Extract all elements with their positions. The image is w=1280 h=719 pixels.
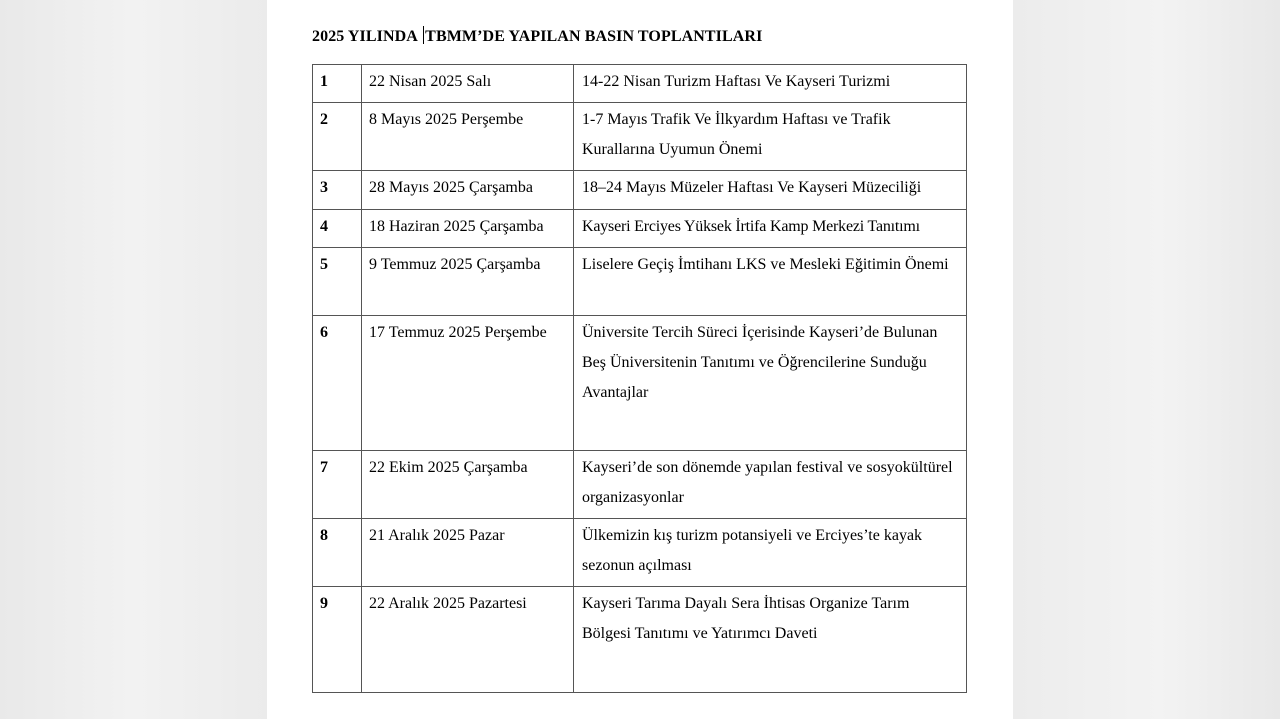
table-row <box>313 65 967 103</box>
press-meetings-table <box>312 64 967 693</box>
title-part-1: 2025 YILINDA <box>312 28 422 45</box>
row-number: 8 <box>313 519 362 587</box>
row-topic: 18–24 Mayıs Müzeler Haftası Ve Kayseri Müzeciliği <box>574 171 967 210</box>
table-row <box>313 316 967 451</box>
row-date: 21 Aralık 2025 Pazar <box>362 519 574 587</box>
row-date: 22 Nisan 2025 Salı <box>362 65 574 103</box>
row-number: 2 <box>313 103 362 171</box>
row-topic: Ülkemizin kış turizm potansiyeli ve Erciyes’te kayak sezonun açılması <box>574 519 967 587</box>
title-part-2: TBMM’DE YAPILAN BASIN TOPLANTILARI <box>425 28 763 45</box>
row-number: 3 <box>313 171 362 210</box>
row-date: 18 Haziran 2025 Çarşamba <box>362 210 574 248</box>
table-row <box>313 103 967 171</box>
row-topic: Liselere Geçiş İmtihanı LKS ve Mesleki Eğitimin Önemi <box>574 248 967 316</box>
row-topic: Kayseri Erciyes Yüksek İrtifa Kamp Merkezi Tanıtımı <box>574 210 967 248</box>
row-topic: Üniversite Tercih Süreci İçerisinde Kayseri’de Bulunan Beş Üniversitenin Tanıtımı ve Öğrencilerine Sunduğu Avantajlar <box>574 316 967 451</box>
table-row <box>313 210 967 248</box>
table-row <box>313 519 967 587</box>
document-page <box>267 0 1013 719</box>
row-number: 6 <box>313 316 362 451</box>
row-number: 7 <box>313 451 362 519</box>
row-date: 8 Mayıs 2025 Perşembe <box>362 103 574 171</box>
row-number: 4 <box>313 210 362 248</box>
row-date: 22 Aralık 2025 Pazartesi <box>362 587 574 693</box>
row-date: 22 Ekim 2025 Çarşamba <box>362 451 574 519</box>
row-number: 5 <box>313 248 362 316</box>
table-row <box>313 248 967 316</box>
row-date: 9 Temmuz 2025 Çarşamba <box>362 248 574 316</box>
row-topic: Kayseri Tarıma Dayalı Sera İhtisas Organize Tarım Bölgesi Tanıtımı ve Yatırımcı Daveti <box>574 587 967 693</box>
background-right <box>1013 0 1280 719</box>
row-number: 9 <box>313 587 362 693</box>
document-title <box>312 26 762 46</box>
table-row <box>313 451 967 519</box>
row-topic: Kayseri’de son dönemde yapılan festival ve sosyokültürel organizasyonlar <box>574 451 967 519</box>
row-topic: 14-22 Nisan Turizm Haftası Ve Kayseri Turizmi <box>574 65 967 103</box>
row-date: 28 Mayıs 2025 Çarşamba <box>362 171 574 210</box>
row-date: 17 Temmuz 2025 Perşembe <box>362 316 574 451</box>
row-number: 1 <box>313 65 362 103</box>
row-topic: 1-7 Mayıs Trafik Ve İlkyardım Haftası ve Trafik Kurallarına Uyumun Önemi <box>574 103 967 171</box>
background-left <box>0 0 267 719</box>
table-row <box>313 171 967 210</box>
table-row <box>313 587 967 693</box>
